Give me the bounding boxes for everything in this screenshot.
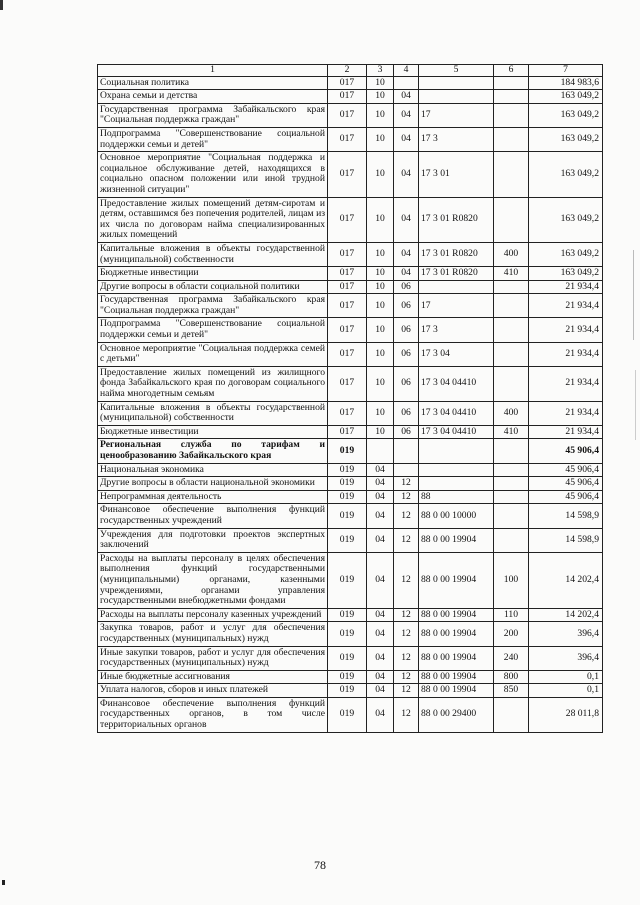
expense-type-code [494, 280, 529, 294]
amount: 14 598,9 [529, 528, 603, 552]
row-name: Социальная политика [98, 76, 328, 90]
target-article-code: 17 3 04 04410 [419, 366, 494, 401]
row-name: Расходы на выплаты персоналу в целях обеспечения выполнения функций государственными (муниципальными) органами, казенными учреждениями, органами управления государственными внебюджетными фондами [98, 552, 328, 608]
expense-type-code [494, 439, 529, 463]
target-article-code: 88 0 00 19904 [419, 528, 494, 552]
ved-code: 017 [328, 242, 367, 266]
table-row [98, 439, 603, 463]
ved-code: 017 [328, 318, 367, 342]
amount: 163 049,2 [529, 267, 603, 281]
table-row [98, 670, 603, 684]
row-name: Предоставление жилых помещений из жилищного фонда Забайкальского края по договорам социального найма многодетным семьям [98, 366, 328, 401]
section-code: 10 [367, 242, 394, 266]
page-number: 78 [314, 858, 326, 872]
ved-code: 017 [328, 90, 367, 104]
amount: 163 049,2 [529, 127, 603, 151]
subsection-code [394, 76, 419, 90]
row-name: Иные бюджетные ассигнования [98, 670, 328, 684]
amount: 396,4 [529, 622, 603, 646]
row-name: Иные закупки товаров, работ и услуг для обеспечения государственных (муниципальных) нужд [98, 646, 328, 670]
section-code: 10 [367, 197, 394, 242]
subsection-code: 06 [394, 425, 419, 439]
expense-type-code [494, 152, 529, 197]
row-name: Капитальные вложения в объекты государственной (муниципальной) собственности [98, 242, 328, 266]
table-row [98, 504, 603, 528]
target-article-code: 17 3 01 [419, 152, 494, 197]
amount: 163 049,2 [529, 90, 603, 104]
target-article-code [419, 76, 494, 90]
ved-code: 017 [328, 197, 367, 242]
ved-code: 019 [328, 670, 367, 684]
expense-type-code [494, 294, 529, 318]
subsection-code: 12 [394, 608, 419, 622]
expense-type-code [494, 504, 529, 528]
ved-code: 019 [328, 608, 367, 622]
amount: 21 934,4 [529, 342, 603, 366]
subsection-code: 04 [394, 267, 419, 281]
row-name: Основное мероприятие "Социальная поддержка и социальное обслуживание детей, находящихся в социально опасном положении или иной трудной жизненной ситуации" [98, 152, 328, 197]
ved-code: 017 [328, 342, 367, 366]
column-header: 2 [328, 65, 367, 77]
expense-type-code [494, 490, 529, 504]
subsection-code: 04 [394, 242, 419, 266]
row-name: Непрограммная деятельность [98, 490, 328, 504]
section-code: 10 [367, 267, 394, 281]
section-code: 10 [367, 103, 394, 127]
subsection-code: 04 [394, 127, 419, 151]
ved-code: 019 [328, 622, 367, 646]
section-code: 04 [367, 504, 394, 528]
expense-type-code [494, 103, 529, 127]
ved-code: 019 [328, 684, 367, 698]
target-article-code: 88 0 00 19904 [419, 670, 494, 684]
expense-type-code: 100 [494, 552, 529, 608]
table-row [98, 528, 603, 552]
target-article-code: 88 0 00 19904 [419, 684, 494, 698]
ved-code: 019 [328, 528, 367, 552]
subsection-code: 06 [394, 280, 419, 294]
subsection-code: 12 [394, 504, 419, 528]
section-code: 04 [367, 490, 394, 504]
target-article-code: 17 3 04 04410 [419, 401, 494, 425]
amount: 184 983,6 [529, 76, 603, 90]
row-name: Финансовое обеспечение выполнения функций государственных органов, в том числе территориальных органов [98, 697, 328, 732]
target-article-code: 17 3 04 [419, 342, 494, 366]
subsection-code [394, 439, 419, 463]
section-code: 04 [367, 646, 394, 670]
target-article-code: 17 3 01 R0820 [419, 267, 494, 281]
ved-code: 017 [328, 294, 367, 318]
expense-type-code: 800 [494, 670, 529, 684]
column-header: 1 [98, 65, 328, 77]
amount: 163 049,2 [529, 103, 603, 127]
row-name: Бюджетные инвестиции [98, 425, 328, 439]
amount: 21 934,4 [529, 280, 603, 294]
amount: 21 934,4 [529, 366, 603, 401]
amount: 396,4 [529, 646, 603, 670]
section-code: 10 [367, 294, 394, 318]
subsection-code: 04 [394, 103, 419, 127]
ved-code: 019 [328, 552, 367, 608]
expense-type-code [494, 197, 529, 242]
ved-code: 017 [328, 127, 367, 151]
row-name: Другие вопросы в области национальной экономики [98, 477, 328, 491]
ved-code: 017 [328, 280, 367, 294]
amount: 45 906,4 [529, 439, 603, 463]
expense-type-code [494, 76, 529, 90]
row-name: Региональная служба по тарифам и ценообразованию Забайкальского края [98, 439, 328, 463]
target-article-code [419, 280, 494, 294]
expense-type-code: 410 [494, 267, 529, 281]
expense-type-code [494, 477, 529, 491]
section-code: 04 [367, 684, 394, 698]
amount: 45 906,4 [529, 490, 603, 504]
ved-code: 017 [328, 401, 367, 425]
expense-type-code: 200 [494, 622, 529, 646]
amount: 21 934,4 [529, 318, 603, 342]
table-row [98, 477, 603, 491]
expense-type-code: 110 [494, 608, 529, 622]
table-row [98, 608, 603, 622]
budget-table [97, 64, 603, 733]
table-row [98, 242, 603, 266]
subsection-code: 04 [394, 90, 419, 104]
row-name: Бюджетные инвестиции [98, 267, 328, 281]
target-article-code: 88 0 00 19904 [419, 646, 494, 670]
target-article-code: 17 3 01 R0820 [419, 242, 494, 266]
row-name: Капитальные вложения в объекты государственной (муниципальной) собственности [98, 401, 328, 425]
table-row [98, 342, 603, 366]
table-row [98, 267, 603, 281]
column-header: 4 [394, 65, 419, 77]
amount: 163 049,2 [529, 242, 603, 266]
table-row [98, 294, 603, 318]
row-name: Государственная программа Забайкальского края "Социальная поддержка граждан" [98, 294, 328, 318]
section-code [367, 439, 394, 463]
ved-code: 017 [328, 103, 367, 127]
ved-code: 019 [328, 463, 367, 477]
section-code: 04 [367, 697, 394, 732]
target-article-code: 17 [419, 294, 494, 318]
section-code: 10 [367, 366, 394, 401]
subsection-code: 12 [394, 697, 419, 732]
amount: 28 011,8 [529, 697, 603, 732]
table-row [98, 646, 603, 670]
target-article-code: 17 3 01 R0820 [419, 197, 494, 242]
section-code: 10 [367, 127, 394, 151]
expense-type-code: 410 [494, 425, 529, 439]
ved-code: 019 [328, 477, 367, 491]
table-row [98, 127, 603, 151]
subsection-code: 06 [394, 366, 419, 401]
table-row [98, 318, 603, 342]
section-code: 10 [367, 76, 394, 90]
subsection-code: 04 [394, 197, 419, 242]
section-code: 04 [367, 463, 394, 477]
section-code: 10 [367, 152, 394, 197]
subsection-code: 12 [394, 622, 419, 646]
table-row [98, 622, 603, 646]
target-article-code [419, 477, 494, 491]
amount: 14 598,9 [529, 504, 603, 528]
ved-code: 019 [328, 490, 367, 504]
amount: 163 049,2 [529, 152, 603, 197]
target-article-code: 88 [419, 490, 494, 504]
section-code: 04 [367, 608, 394, 622]
expense-type-code [494, 528, 529, 552]
subsection-code: 12 [394, 490, 419, 504]
target-article-code [419, 90, 494, 104]
subsection-code: 12 [394, 684, 419, 698]
subsection-code [394, 463, 419, 477]
row-name: Подпрограмма "Совершенствование социальной поддержки семьи и детей" [98, 318, 328, 342]
row-name: Государственная программа Забайкальского края "Социальная поддержка граждан" [98, 103, 328, 127]
target-article-code: 17 3 [419, 318, 494, 342]
table-row [98, 197, 603, 242]
expense-type-code [494, 342, 529, 366]
ved-code: 019 [328, 697, 367, 732]
table-row [98, 103, 603, 127]
amount: 14 202,4 [529, 608, 603, 622]
table-row [98, 280, 603, 294]
subsection-code: 06 [394, 318, 419, 342]
amount: 0,1 [529, 684, 603, 698]
column-header: 6 [494, 65, 529, 77]
target-article-code: 17 3 [419, 127, 494, 151]
row-name: Предоставление жилых помещений детям-сиротам и детям, оставшимся без попечения родителей, лицам из их числа по договорам найма специализированных жилых помещений [98, 197, 328, 242]
section-code: 04 [367, 477, 394, 491]
section-code: 04 [367, 670, 394, 684]
row-name: Расходы на выплаты персоналу казенных учреждений [98, 608, 328, 622]
row-name: Учреждения для подготовки проектов экспертных заключений [98, 528, 328, 552]
table-row [98, 366, 603, 401]
ved-code: 019 [328, 504, 367, 528]
expense-type-code [494, 318, 529, 342]
section-code: 10 [367, 401, 394, 425]
subsection-code: 06 [394, 294, 419, 318]
row-name: Другие вопросы в области социальной политики [98, 280, 328, 294]
table-row [98, 401, 603, 425]
target-article-code: 17 [419, 103, 494, 127]
ved-code: 019 [328, 646, 367, 670]
table-row [98, 152, 603, 197]
row-name: Охрана семьи и детства [98, 90, 328, 104]
row-name: Основное мероприятие "Социальная поддержка семей с детьми" [98, 342, 328, 366]
table-row [98, 76, 603, 90]
ved-code: 017 [328, 267, 367, 281]
expense-type-code [494, 127, 529, 151]
table-row [98, 490, 603, 504]
row-name: Национальная экономика [98, 463, 328, 477]
row-name: Финансовое обеспечение выполнения функций государственных учреждений [98, 504, 328, 528]
expense-type-code: 240 [494, 646, 529, 670]
subsection-code: 12 [394, 528, 419, 552]
row-name: Подпрограмма "Совершенствование социальной поддержки семьи и детей" [98, 127, 328, 151]
ved-code: 017 [328, 425, 367, 439]
expense-type-code [494, 463, 529, 477]
expense-type-code [494, 366, 529, 401]
amount: 0,1 [529, 670, 603, 684]
column-header: 3 [367, 65, 394, 77]
table-row [98, 697, 603, 732]
subsection-code: 12 [394, 477, 419, 491]
subsection-code: 12 [394, 552, 419, 608]
row-name: Закупка товаров, работ и услуг для обеспечения государственных (муниципальных) нужд [98, 622, 328, 646]
expense-type-code: 850 [494, 684, 529, 698]
section-code: 10 [367, 318, 394, 342]
section-code: 04 [367, 622, 394, 646]
section-code: 10 [367, 280, 394, 294]
target-article-code: 17 3 04 04410 [419, 425, 494, 439]
row-name: Уплата налогов, сборов и иных платежей [98, 684, 328, 698]
section-code: 04 [367, 528, 394, 552]
table-row [98, 552, 603, 608]
section-code: 10 [367, 90, 394, 104]
expense-type-code: 400 [494, 401, 529, 425]
expense-type-code [494, 697, 529, 732]
scan-dot-mark [2, 880, 5, 885]
target-article-code: 88 0 00 29400 [419, 697, 494, 732]
amount: 163 049,2 [529, 197, 603, 242]
scan-edge-mark [633, 250, 634, 340]
column-header: 5 [419, 65, 494, 77]
section-code: 04 [367, 552, 394, 608]
target-article-code [419, 463, 494, 477]
target-article-code: 88 0 00 10000 [419, 504, 494, 528]
amount: 21 934,4 [529, 425, 603, 439]
target-article-code: 88 0 00 19904 [419, 622, 494, 646]
table-row [98, 463, 603, 477]
subsection-code: 06 [394, 401, 419, 425]
subsection-code: 12 [394, 670, 419, 684]
section-code: 10 [367, 425, 394, 439]
table-row [98, 90, 603, 104]
amount: 21 934,4 [529, 401, 603, 425]
ved-code: 017 [328, 76, 367, 90]
ved-code: 017 [328, 152, 367, 197]
amount: 45 906,4 [529, 477, 603, 491]
target-article-code: 88 0 00 19904 [419, 552, 494, 608]
section-code: 10 [367, 342, 394, 366]
scan-corner-mark [0, 0, 3, 10]
expense-type-code [494, 90, 529, 104]
scan-edge-mark [635, 370, 636, 440]
amount: 14 202,4 [529, 552, 603, 608]
target-article-code: 88 0 00 19904 [419, 608, 494, 622]
table-row [98, 425, 603, 439]
subsection-code: 06 [394, 342, 419, 366]
amount: 21 934,4 [529, 294, 603, 318]
ved-code: 017 [328, 366, 367, 401]
ved-code: 019 [328, 439, 367, 463]
column-header: 7 [529, 65, 603, 77]
target-article-code [419, 439, 494, 463]
table-row [98, 684, 603, 698]
expense-type-code: 400 [494, 242, 529, 266]
subsection-code: 12 [394, 646, 419, 670]
amount: 45 906,4 [529, 463, 603, 477]
table-header-row [98, 65, 603, 77]
subsection-code: 04 [394, 152, 419, 197]
